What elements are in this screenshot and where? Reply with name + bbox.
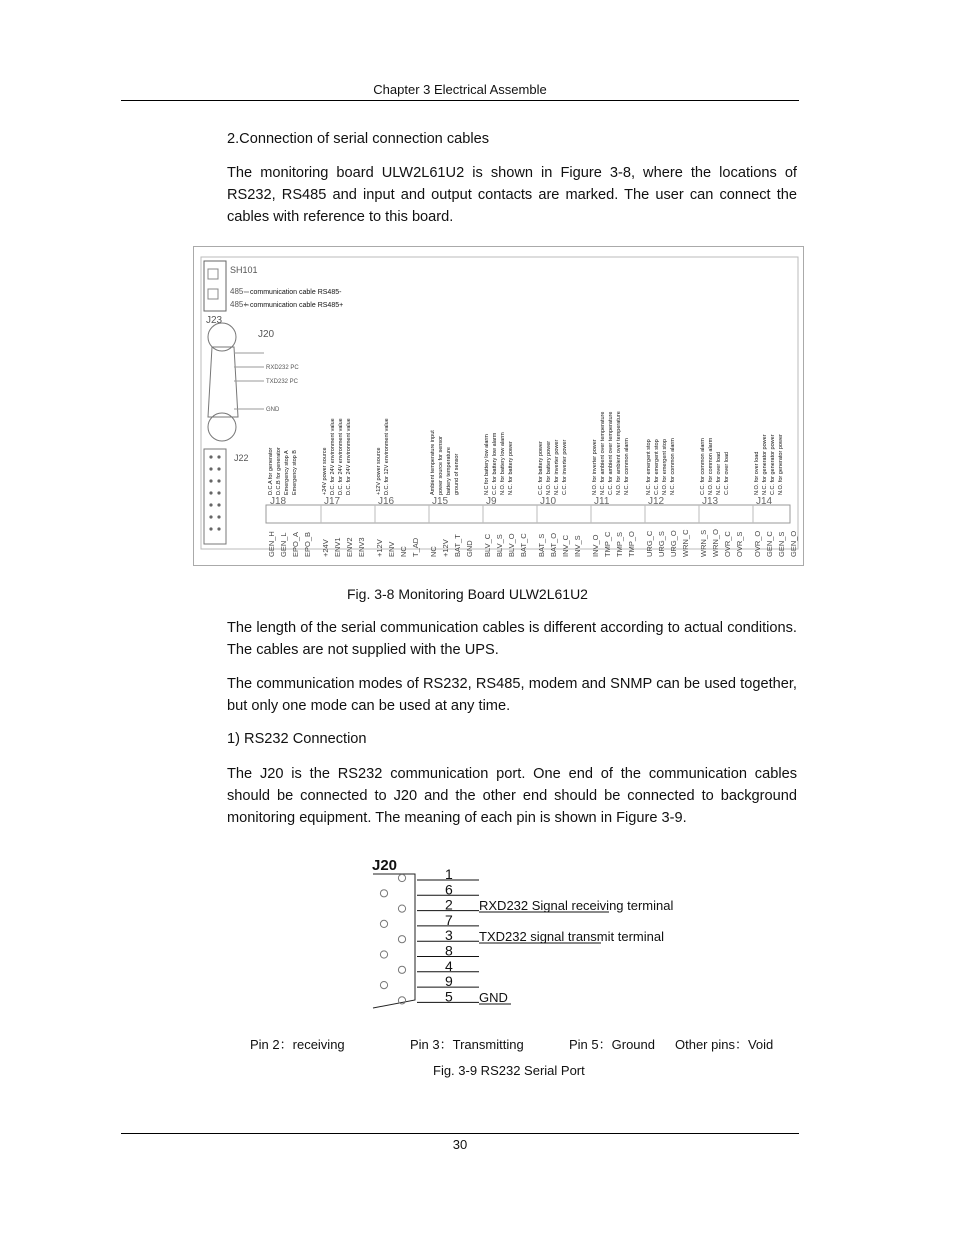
connector-desc: N.C. for common alarm	[624, 438, 630, 495]
sh101-label: SH101	[230, 265, 258, 275]
pin-5	[398, 988, 479, 1004]
connector-pin: BLV_O	[507, 533, 516, 557]
j22-pin-dot	[209, 503, 212, 506]
connector-j9	[483, 432, 537, 557]
page-number: 30	[452, 1137, 468, 1152]
connector-pin: +12V	[375, 539, 384, 557]
connector-pin: ENV3	[357, 537, 366, 557]
pin-number: 3	[445, 927, 453, 944]
connector-name: J17	[324, 496, 341, 507]
section-title: 2.Connection of serial connection cables	[227, 131, 490, 147]
board-diagram	[194, 247, 805, 567]
paragraph-j20: The J20 is the RS232 communication port. One end of the communication cables should be connected to J20 and the other end should be connected to background monitoring equipment. The meaning of each pin is shown in Figure 3-9.	[227, 766, 797, 826]
pin-8	[380, 943, 479, 959]
pin2-function: RXD232 Signal receiving terminal	[479, 898, 674, 913]
connector-j18	[267, 447, 321, 557]
connector-pin: TMP_O	[627, 531, 636, 557]
connector-desc: C.C. for generator power	[770, 434, 776, 495]
connector-pin: URG_S	[657, 531, 666, 557]
pin-hole	[380, 890, 387, 897]
connector-desc: +12V power source	[376, 447, 382, 495]
connector-desc: C.C. for battery power	[538, 441, 544, 495]
rs232-subsection: 1) RS232 Connection	[227, 731, 367, 747]
chapter-header: Chapter 3 Electrical Assemble	[373, 82, 547, 97]
connector-pin: TMP_S	[615, 531, 624, 557]
connector-pin: BLV_C	[483, 533, 492, 557]
connector-name: J14	[756, 496, 773, 507]
pin-hole	[380, 982, 387, 989]
connector-name: J11	[594, 496, 610, 507]
connector-desc: N.O. for emergent stop	[662, 439, 668, 495]
connector-name: J12	[648, 496, 665, 507]
j22-pin-dot	[209, 515, 212, 518]
j22-label: J22	[234, 453, 249, 463]
connector-name: J15	[432, 496, 449, 507]
paragraph-cable-length: The length of the serial communication cables is different according to actual conditions. The cables are not supplied with the UPS.	[227, 620, 797, 658]
connector-pin: NC	[429, 546, 438, 557]
connector-desc: D.C. for 24V environment value	[346, 418, 352, 495]
rs232-port-figure	[355, 850, 675, 1015]
connector-desc: D.C.B for generator	[276, 447, 282, 495]
pin-number: 2	[445, 896, 453, 913]
connector-desc: N.C. for generator power	[762, 434, 768, 495]
connector-desc: N.C. for ambient over temperature	[600, 411, 606, 495]
connector-desc: N.O. for over load	[754, 451, 760, 495]
connector-j17	[321, 418, 375, 557]
connector-desc: power source for sensor	[438, 436, 444, 495]
connector-pin: NC	[399, 546, 408, 557]
connector-j16	[375, 418, 429, 557]
legend-pin5: Pin 5：Ground	[569, 1037, 655, 1052]
fig8-caption: Fig. 3-8 Monitoring Board ULW2L61U2	[347, 586, 588, 602]
connector-desc: C.C. for emergent stop	[654, 439, 660, 495]
connector-pin: BAT_S	[537, 533, 546, 557]
footer-rule	[121, 1133, 799, 1134]
pin-number: 6	[445, 881, 453, 898]
pin-hole	[398, 874, 405, 881]
legend-other: Other pins：Void	[675, 1037, 774, 1052]
connector-pin: GND	[465, 540, 474, 557]
pin-9	[380, 973, 479, 989]
connector-name: J16	[378, 496, 395, 507]
pin-number: 7	[445, 911, 453, 928]
connector-desc: C.C. for ambient over temperature	[608, 411, 614, 495]
connector-pin: WRN_S	[699, 529, 708, 557]
j22-pin-dot	[209, 479, 212, 482]
connector-desc: N.O. for ambient over temperature	[616, 411, 622, 495]
pin-2	[398, 897, 479, 913]
connector-desc: N.O. for common alarm	[708, 437, 714, 495]
connector-name: J13	[702, 496, 719, 507]
connector-name: J9	[486, 496, 497, 507]
connector-pin: URG_C	[645, 530, 654, 557]
connector-desc: D.C. for 24V environment value	[330, 418, 336, 495]
connector-desc: Ambient temperature input	[430, 430, 436, 495]
j22-pin-dot	[217, 503, 220, 506]
connector-pin: BLV_S	[495, 534, 504, 557]
connector-pin: INV_O	[591, 534, 600, 557]
connector-desc: N.C. for inverter power	[554, 439, 560, 495]
connector-pin: URG_O	[669, 530, 678, 557]
connector-desc: Emergency stop B	[292, 450, 298, 495]
connector-pin: GEN_H	[267, 531, 276, 557]
rs485-plus-pin: 485+	[230, 300, 249, 309]
connector-name: J18	[270, 496, 287, 507]
connector-desc: +24V power source	[322, 447, 328, 495]
connector-desc: N.C. for emergent stop	[646, 439, 652, 495]
connector-j15	[429, 430, 483, 557]
connector-desc: N.C for battery low alarm	[484, 434, 490, 495]
pin-6	[380, 881, 479, 897]
connector-pin: BAT_C	[519, 533, 528, 557]
connector-j13	[699, 437, 753, 557]
legend-pin2: Pin 2：receiving	[250, 1037, 345, 1052]
connector-pin: TMP_C	[603, 531, 612, 557]
connector-pin: BAT_O	[549, 532, 558, 557]
j22-pin-dot	[209, 491, 212, 494]
connector-desc: N.O. for inverter power	[592, 439, 598, 495]
connector-j11	[591, 411, 645, 557]
connector-pin: GEN_S	[777, 531, 786, 557]
connector-desc: C.C. for over load	[724, 451, 730, 495]
connector-pin: +12V	[441, 539, 450, 557]
pin-3	[398, 927, 479, 943]
connector-desc: ground of sensor	[454, 453, 460, 495]
connector-pin: OVR_S	[735, 531, 744, 557]
gnd-board-label: GND	[266, 407, 280, 413]
connector-name: J10	[540, 496, 557, 507]
connector-pin: GEN_C	[765, 531, 774, 557]
legend-pin3: Pin 3：Transmitting	[410, 1037, 524, 1052]
connector-pin: OVR_O	[753, 530, 762, 557]
connector-pin: BAT_T	[453, 534, 462, 557]
connector-pin: GEN_O	[789, 530, 798, 557]
pin-hole	[398, 936, 405, 943]
connector-desc: battery temperature	[446, 447, 452, 495]
connector-desc: C.C. for battery low alarm	[492, 432, 498, 495]
j20-title: J20	[372, 857, 398, 874]
j22-pin-dot	[209, 455, 212, 458]
connector-desc: N.C. for over load	[716, 451, 722, 495]
connector-desc: N.O. for battery power	[546, 440, 552, 495]
connector-desc: D.C. for 12V environment value	[384, 418, 390, 495]
connector-pin: GEN_L	[279, 532, 288, 557]
pin-number: 1	[445, 866, 453, 882]
rs485-plus-label: communication cable RS485+	[250, 302, 344, 309]
connector-desc: N.O. for generator power	[778, 434, 784, 495]
j22-pin-dot	[209, 527, 212, 530]
pin-number: 4	[445, 957, 453, 974]
connector-j10	[537, 440, 591, 557]
connector-pin: ENV2	[345, 537, 354, 557]
connector-desc: C.C. for inverter power	[562, 439, 568, 495]
rs485-minus-pin: 485-	[230, 287, 247, 296]
pin5-function: GND	[479, 990, 508, 1005]
j22-pin-dot	[217, 515, 220, 518]
pin-hole	[398, 966, 405, 973]
connector-group	[267, 411, 805, 557]
connector-pin: INV_C	[561, 534, 570, 557]
rs485-minus-label: communication cable RS485-	[250, 289, 342, 296]
connector-desc: N.C. for battery power	[508, 441, 514, 495]
fig9-caption: Fig. 3-9 RS232 Serial Port	[433, 1063, 585, 1078]
pin-number: 8	[445, 942, 453, 959]
j23-label: J23	[206, 315, 223, 326]
connector-desc: N.O. for battery low alarm	[500, 432, 506, 495]
connector-desc: Emergency stop A	[284, 450, 290, 495]
intro-paragraph: The monitoring board ULW2L61U2 is shown in Figure 3-8, where the locations of RS232, RS485 and input and output contacts are marked. The user can connect the cables with reference to this board.	[227, 165, 797, 225]
header-rule	[121, 100, 799, 101]
connector-desc: D.C.A for generator	[268, 447, 274, 495]
pin-number: 9	[445, 973, 453, 990]
connector-desc: N.C. for common alarm	[670, 438, 676, 495]
j22-pin-dot	[217, 491, 220, 494]
pin-group	[380, 866, 479, 1004]
j22-pin-dot	[217, 479, 220, 482]
connector-desc: D.C. for 24V environment value	[338, 418, 344, 495]
pin-number: 5	[445, 988, 453, 1005]
pin3-function: TXD232 signal transmit terminal	[479, 929, 664, 944]
j22-pin-dot	[217, 467, 220, 470]
j22-pin-dot	[217, 455, 220, 458]
txd-board-label: TXD232 PC	[266, 379, 299, 385]
connector-pin: OVR_C	[723, 531, 732, 557]
pin-hole	[380, 920, 387, 927]
pin-4	[398, 958, 479, 974]
rxd-board-label: RXD232 PC	[266, 365, 299, 371]
monitoring-board-figure	[193, 246, 804, 566]
connector-j14	[753, 434, 805, 557]
j22-pins	[209, 455, 220, 530]
connector-pin: WRN_O	[711, 529, 720, 557]
rs232-diagram	[355, 850, 675, 1015]
j22-pin-dot	[217, 527, 220, 530]
pin-hole	[398, 905, 405, 912]
connector-pin: ENV	[387, 541, 396, 557]
connector-pin: EPO_B	[303, 531, 312, 557]
connector-pin: +24V	[321, 539, 330, 557]
j22-pin-dot	[209, 467, 212, 470]
connector-j12	[645, 438, 699, 557]
pin-hole	[380, 951, 387, 958]
j20-board-label: J20	[258, 329, 275, 340]
paragraph-comm-modes: The communication modes of RS232, RS485, modem and SNMP can be used together, but only one mode can be used at any time.	[227, 676, 797, 714]
connector-pin: INV_S	[573, 535, 582, 557]
connector-pin: ENV1	[333, 537, 342, 557]
connector-pin: T_AD	[411, 537, 420, 557]
connector-desc: C.C. for common alarm	[700, 438, 706, 495]
connector-pin: WRN_C	[681, 529, 690, 557]
connector-pin: EPO_A	[291, 531, 300, 557]
pin-7	[380, 912, 479, 928]
